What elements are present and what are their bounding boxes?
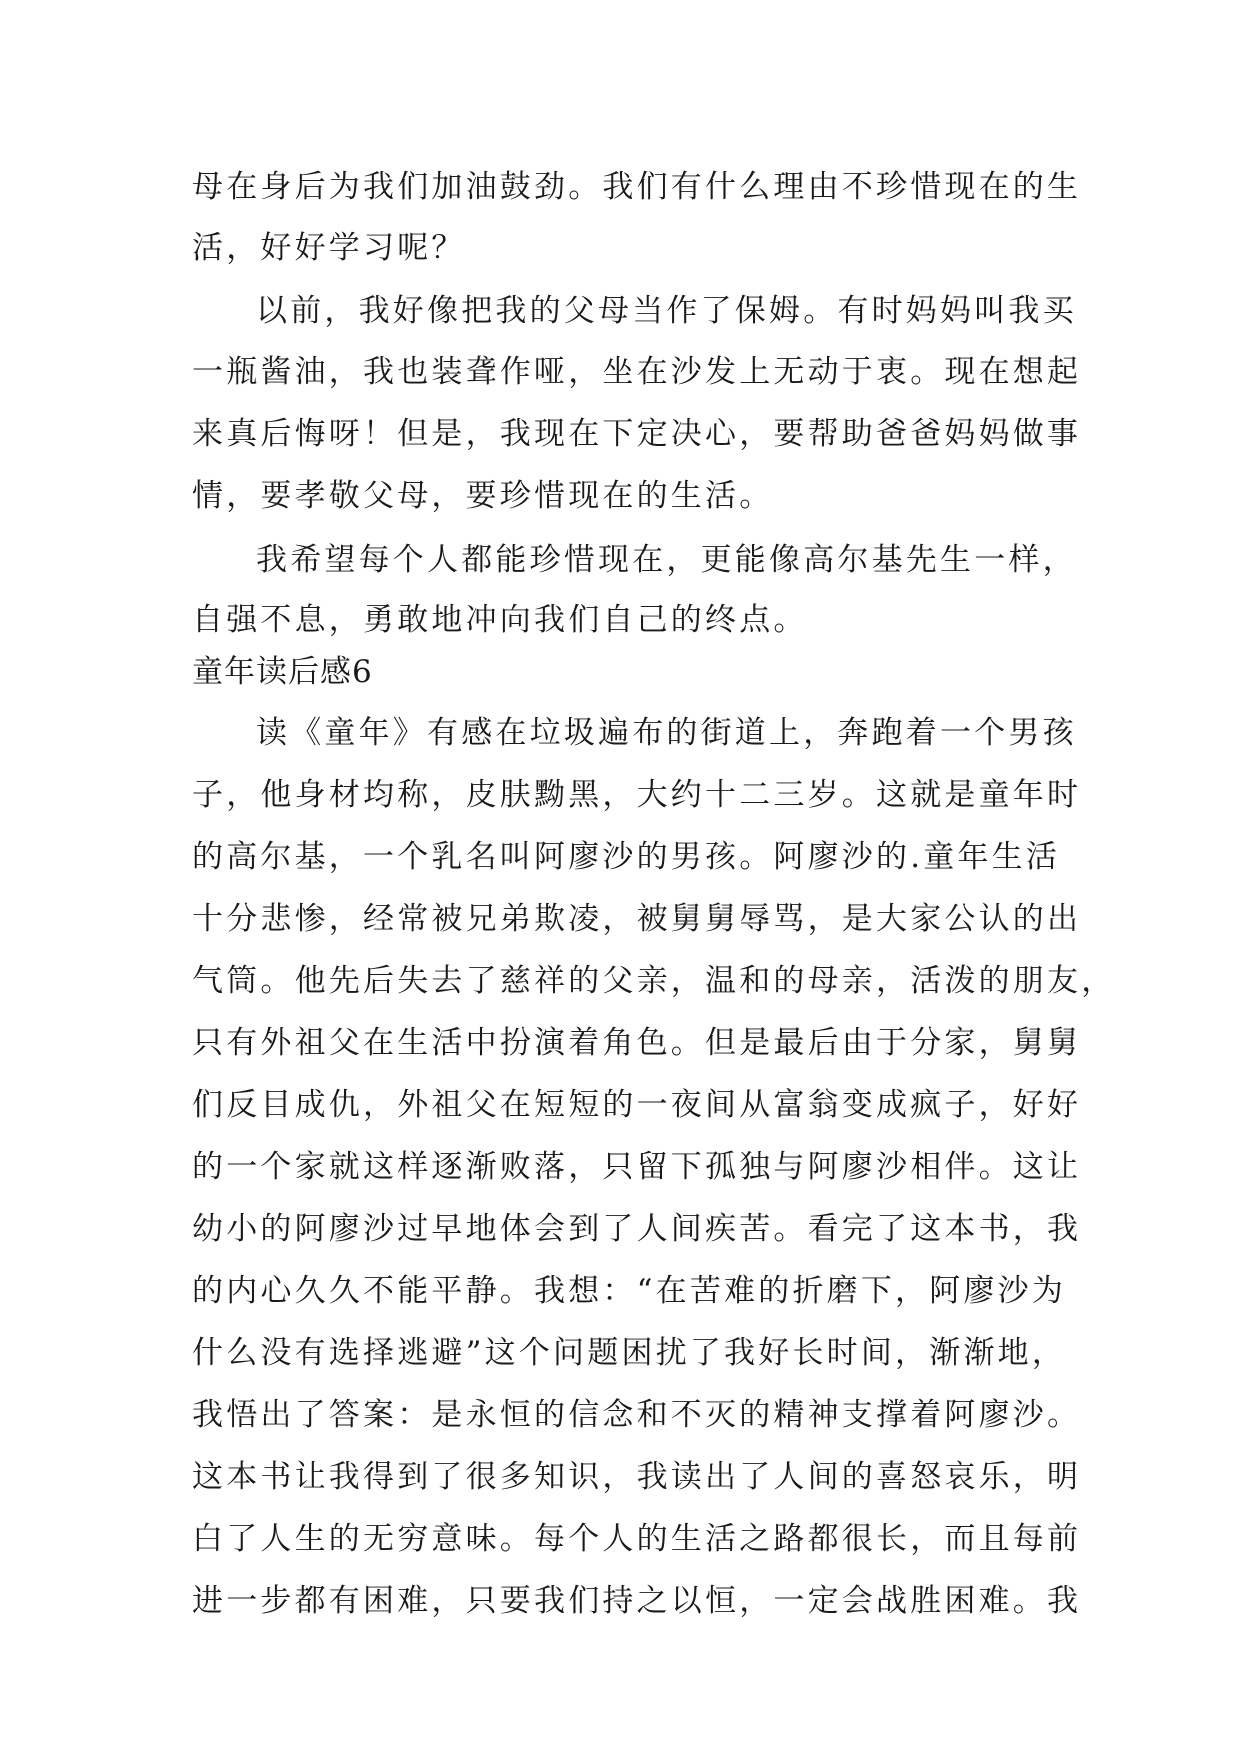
text-line: 以前，我好像把我的父母当作了保姆。有时妈妈叫我买 — [256, 293, 1077, 329]
text-line: 进一步都有困难，只要我们持之以恒，一定会战胜困难。我 — [192, 1583, 1082, 1619]
text-line: 的一个家就这样逐渐败落，只留下孤独与阿廖沙相伴。这让 — [192, 1149, 1082, 1185]
text-line: 这本书让我得到了很多知识，我读出了人间的喜怒哀乐，明 — [192, 1459, 1082, 1495]
text-line: 的内心久久不能平静。我想：“在苦难的折磨下，阿廖沙为 — [192, 1273, 1067, 1309]
text-line: 母在身后为我们加油鼓劲。我们有什么理由不珍惜现在的生 — [192, 169, 1082, 205]
text-line: 只有外祖父在生活中扮演着角色。但是最后由于分家，舅舅 — [192, 1025, 1082, 1061]
text-line: 什么没有选择逃避”这个问题困扰了我好长时间，渐渐地， — [192, 1335, 1067, 1371]
text-line: 的高尔基，一个乳名叫阿廖沙的男孩。阿廖沙的.童年生活 — [192, 839, 1061, 875]
text-line: 气筒。他先后失去了慈祥的父亲，温和的母亲，活泼的朋友， — [192, 963, 1116, 999]
text-line: 读《童年》有感在垃圾遍布的街道上，奔跑着一个男孩 — [256, 715, 1077, 751]
text-line: 自强不息，勇敢地冲向我们自己的终点。 — [192, 602, 808, 638]
text-line: 十分悲惨，经常被兄弟欺凌，被舅舅辱骂，是大家公认的出 — [192, 901, 1082, 937]
text-line: 白了人生的无穷意味。每个人的生活之路都很长，而且每前 — [192, 1521, 1082, 1557]
text-line: 我悟出了答案：是永恒的信念和不灭的精神支撑着阿廖沙。 — [192, 1397, 1082, 1433]
text-line: 来真后悔呀！但是，我现在下定决心，要帮助爸爸妈妈做事 — [192, 416, 1082, 452]
text-line: 我希望每个人都能珍惜现在，更能像高尔基先生一样， — [256, 542, 1077, 578]
text-line: 情，要孝敬父母，要珍惜现在的生活。 — [192, 478, 774, 514]
text-line: 们反目成仇，外祖父在短短的一夜间从富翁变成疯子，好好 — [192, 1087, 1082, 1123]
text-line: 活，好好学习呢？ — [192, 230, 466, 266]
text-line: 子，他身材均称，皮肤黝黑，大约十二三岁。这就是童年时 — [192, 777, 1082, 813]
section-heading: 童年读后感6 — [192, 654, 373, 690]
text-line: 幼小的阿廖沙过早地体会到了人间疾苦。看完了这本书，我 — [192, 1211, 1082, 1247]
text-line: 一瓶酱油，我也装聋作哑，坐在沙发上无动于衷。现在想起 — [192, 354, 1082, 390]
